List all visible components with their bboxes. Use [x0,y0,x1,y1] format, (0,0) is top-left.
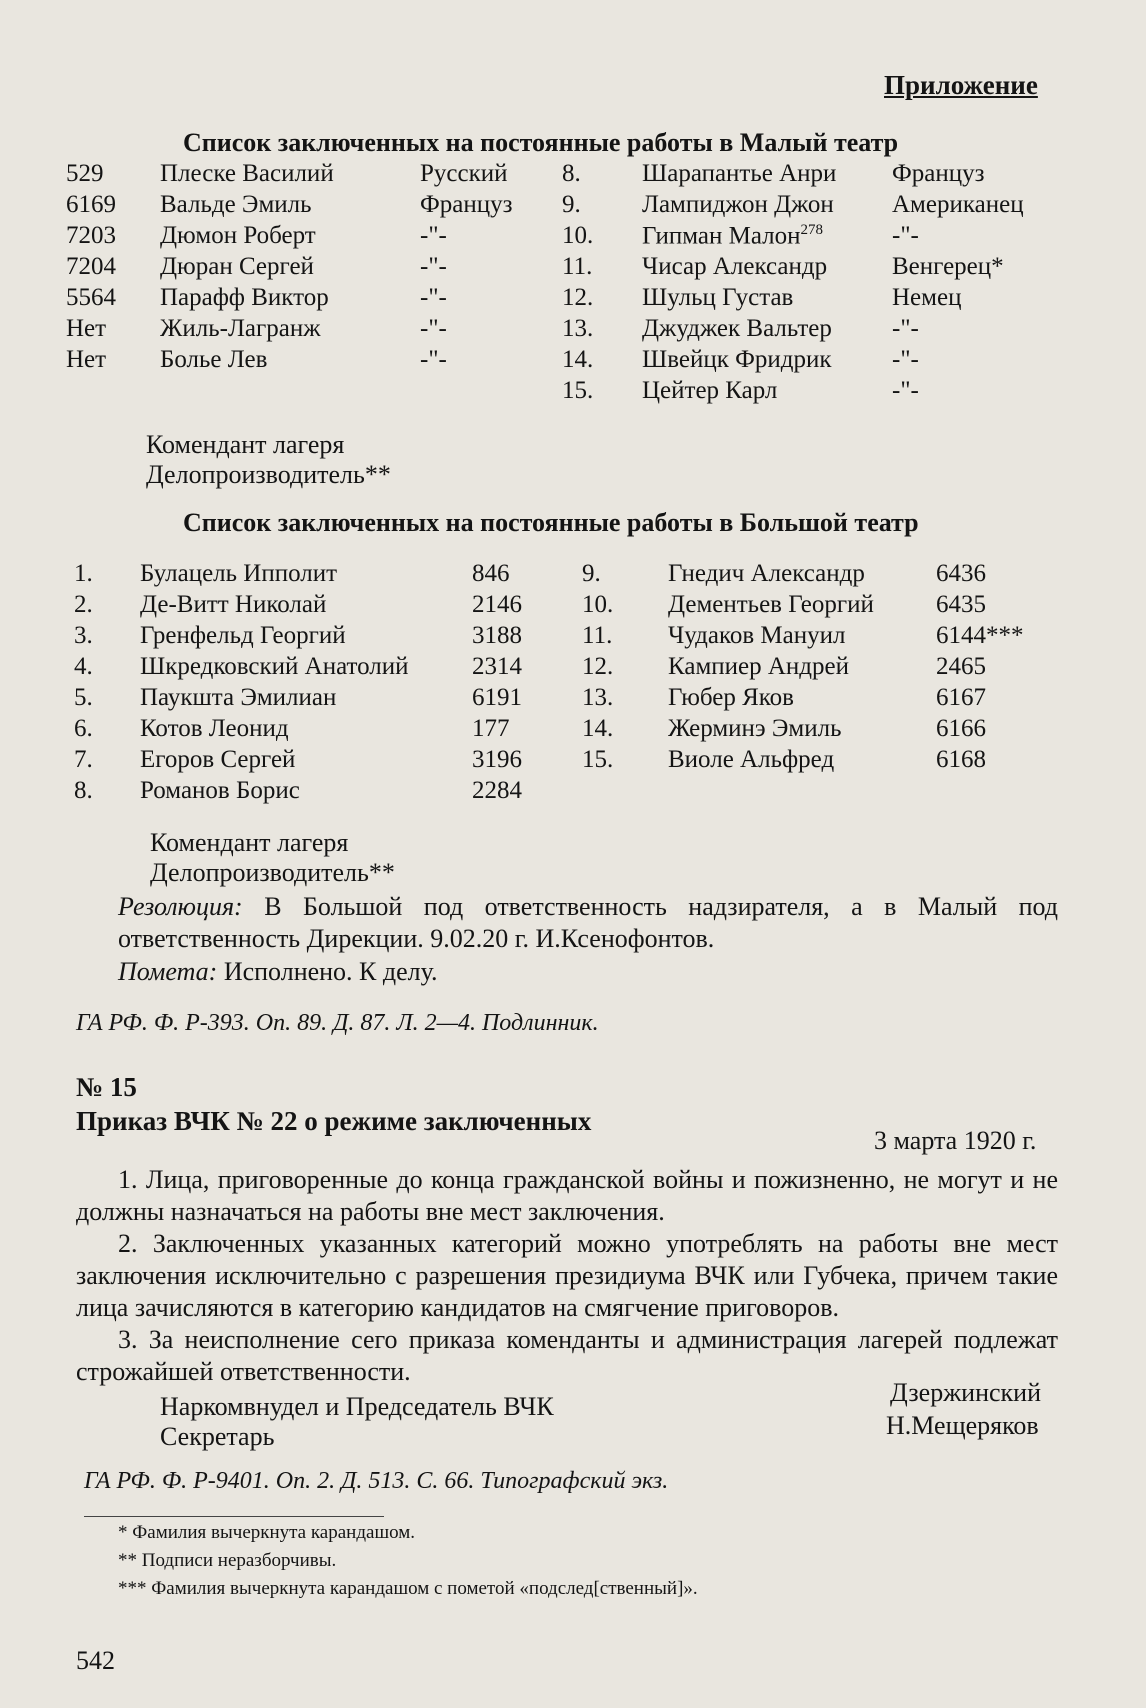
big-left-name: Де-Витт Николай [140,591,327,618]
small-theatre-title: Список заключенных на постоянные работы в Малый театр [183,128,899,157]
small-row-right-name-text: Лампиджон Джон [642,191,834,218]
big-right-number: 6436 [936,560,986,587]
page-number: 542 [76,1646,115,1675]
small-row-name: Парафф Виктор [160,284,329,311]
big-left-index: 1. [74,560,93,587]
big-left-number: 846 [472,560,510,587]
big-right-number: 6167 [936,684,986,711]
small-row-number: Нет [66,315,107,342]
footnote-ref: 278 [800,222,824,238]
big-left-name: Романов Борис [140,777,300,804]
big-right-index: 15. [582,746,614,773]
big-left-name: Шкредковский Анатолий [140,653,409,680]
small-row-number: 7203 [66,222,116,249]
small-row-right-nationality: -"- [892,315,919,342]
small-row-right-name [642,346,832,374]
big-left-name: Булацель Ипполит [140,560,338,587]
small-row-right-name-text: Швейцк Фридрик [642,346,832,373]
resolution-text: В Большой под ответственность надзирателя, а в Малый под ответственность Дирекции. 9.02.20 г. И.Ксенофонтов. [118,892,1058,953]
big-right-name: Дементьев Георгий [668,591,874,618]
small-row-name: Дюран Сергей [160,253,314,280]
big-left-index: 2. [74,591,93,618]
small-row-name: Болье Лев [160,346,268,373]
big-theatre-title: Список заключенных на постоянные работы в Большой театр [183,508,919,537]
small-row-nationality: -"- [420,284,447,311]
small-row-number: 7204 [66,253,116,280]
small-row-number: 529 [66,160,104,187]
small-row-index: 10. [562,222,594,249]
small-row-right-name [642,222,823,250]
paragraph-3: 3. За неисполнение сего приказа коменданты и администрация лагерей подлежат строжайшей ответственности. [76,1325,1058,1386]
doc-number: № 15 [76,1072,137,1102]
big-right-index: 11. [582,622,613,649]
small-commandant: Комендант лагеря [146,430,345,459]
small-row-right-name-text: Гипман Малон [642,222,801,250]
big-left-number: 2146 [472,591,522,618]
big-left-index: 4. [74,653,93,680]
signature-role-1: Наркомвнудел и Председатель ВЧК [160,1392,554,1421]
footnote-divider [84,1516,384,1517]
big-left-number: 2314 [472,653,522,680]
signature-name-2: Н.Мещеряков [886,1411,1039,1440]
big-right-number: 6144*** [936,622,1024,649]
small-row-right-nationality: Француз [892,160,985,187]
small-row-index: 9. [562,191,581,218]
big-right-index: 13. [582,684,614,711]
small-row-right-name [642,377,777,405]
big-left-name: Егоров Сергей [140,746,296,773]
small-row-right-nationality: Немец [892,284,962,311]
small-row-nationality: -"- [420,315,447,342]
small-row-index: 8. [562,160,581,187]
big-right-index: 12. [582,653,614,680]
footnote-2: ** Подписи неразборчивы. [118,1550,337,1571]
source-reference-1: ГА РФ. Ф. Р-393. Оп. 89. Д. 87. Л. 2—4. Подлинник. [76,1010,599,1036]
note-label: Помета: [118,957,218,986]
big-commandant: Комендант лагеря [150,828,349,857]
small-row-index: 13. [562,315,594,342]
small-row-right-nationality: -"- [892,222,919,249]
small-row-number: 5564 [66,284,116,311]
big-left-index: 7. [74,746,93,773]
small-row-right-name [642,253,827,281]
doc-title: Приказ ВЧК № 22 о режиме заключенных [76,1106,592,1136]
small-row-right-name [642,315,832,343]
small-row-number: 6169 [66,191,116,218]
small-row-nationality: -"- [420,222,447,249]
small-row-right-name-text: Шульц Густав [642,284,794,311]
small-row-index: 15. [562,377,594,404]
big-left-name: Паукшта Эмилиан [140,684,337,711]
big-right-name: Гнедич Александр [668,560,865,587]
small-row-right-name [642,284,793,312]
small-row-nationality: -"- [420,253,447,280]
big-right-number: 6166 [936,715,986,742]
big-left-number: 3196 [472,746,522,773]
small-row-index: 12. [562,284,594,311]
note-text: Исполнено. К делу. [223,957,438,986]
big-right-number: 2465 [936,653,986,680]
big-right-name: Виоле Альфред [668,746,835,773]
small-row-right-nationality: Венгерец* [892,253,1004,280]
small-row-name: Вальде Эмиль [160,191,312,218]
appendix-label: Приложение [884,70,1038,100]
big-right-name: Жерминэ Эмиль [668,715,842,742]
big-left-name: Котов Леонид [140,715,289,742]
big-left-name: Гренфельд Георгий [140,622,346,649]
big-left-index: 5. [74,684,93,711]
big-left-number: 177 [472,715,510,742]
small-row-nationality: Француз [420,191,513,218]
big-left-number: 6191 [472,684,522,711]
big-left-index: 6. [74,715,93,742]
small-row-right-nationality: -"- [892,377,919,404]
small-row-right-name-text: Чисар Александр [642,253,828,280]
small-row-name: Жиль-Лагранж [160,315,321,342]
small-row-right-nationality: -"- [892,346,919,373]
big-right-number: 6168 [936,746,986,773]
big-right-index: 9. [582,560,601,587]
big-left-index: 8. [74,777,93,804]
small-row-right-name-text: Шарапантье Анри [642,160,837,187]
footnote-1: * Фамилия вычеркнута карандашом. [118,1522,415,1543]
small-row-index: 14. [562,346,594,373]
small-row-right-nationality: Американец [892,191,1024,218]
big-left-number: 3188 [472,622,522,649]
note [118,957,438,987]
source-reference-2: ГА РФ. Ф. Р-9401. Оп. 2. Д. 513. С. 66. Типографский экз. [84,1468,669,1494]
big-right-number: 6435 [936,591,986,618]
small-row-right-name-text: Цейтер Карл [642,377,778,404]
big-left-index: 3. [74,622,93,649]
paragraph-2: 2. Заключенных указанных категорий можно употреблять на работы вне мест заключения исключительно с разрешения президиума ВЧК или Губчека, причем такие лица зачисляются в категорию кандидатов на смягчение приговоров. [76,1229,1058,1322]
small-clerk: Делопроизводитель** [146,460,391,489]
big-right-index: 14. [582,715,614,742]
small-row-name: Дюмон Роберт [160,222,316,249]
small-row-right-name-text: Джуджек Вальтер [642,315,832,342]
paragraph-1: 1. Лица, приговоренные до конца гражданской войны и пожизненно, не могут и не должны назначаться на работы вне мест заключения. [76,1165,1058,1226]
small-row-right-name [642,160,836,188]
small-row-nationality: Русский [420,160,508,187]
resolution [118,891,1058,955]
signature-role-2: Секретарь [160,1422,275,1451]
big-right-name: Гюбер Яков [668,684,794,711]
big-clerk: Делопроизводитель** [150,858,395,887]
small-row-right-name [642,191,834,219]
small-row-nationality: -"- [420,346,447,373]
small-row-index: 11. [562,253,593,280]
resolution-label: Резолюция: [118,892,243,921]
big-right-name: Чудаков Мануил [668,622,846,649]
big-right-index: 10. [582,591,614,618]
footnote-3: *** Фамилия вычеркнута карандашом с пометой «подслед[ственный]». [118,1578,698,1599]
big-right-name: Кампиер Андрей [668,653,849,680]
small-row-name: Плеске Василий [160,160,334,187]
signature-name-1: Дзержинский [890,1378,1041,1407]
small-row-number: Нет [66,346,107,373]
doc-date: 3 марта 1920 г. [874,1126,1037,1155]
big-left-number: 2284 [472,777,522,804]
